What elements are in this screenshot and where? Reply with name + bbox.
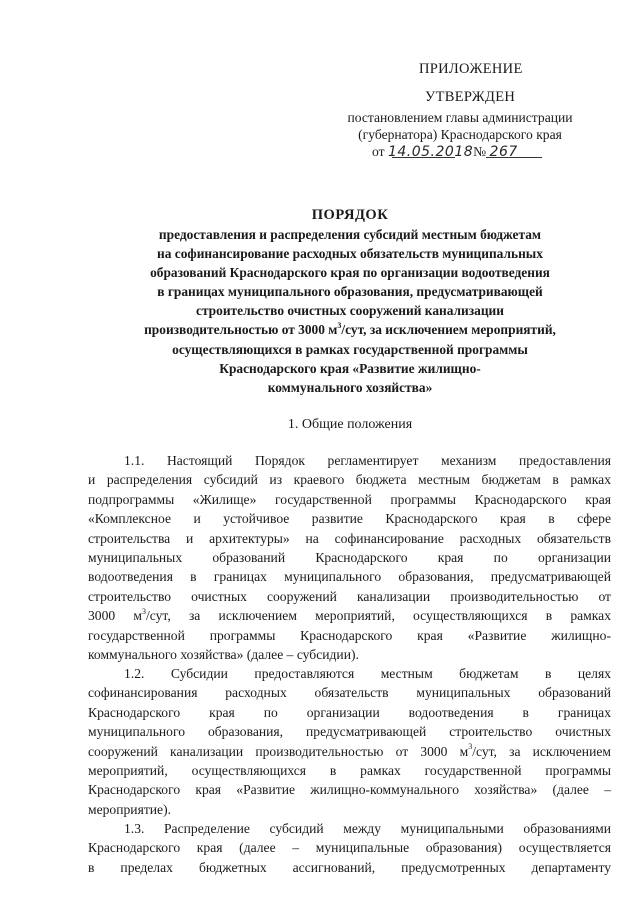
subtitle-line: осуществляющихся в рамках государственной программы bbox=[172, 341, 528, 357]
subtitle-line: строительство очистных сооружений канализации bbox=[196, 303, 504, 319]
paragraph-1-1: 1.1. Настоящий Порядок регламентирует механизм предоставления и распределения субсидий из краевого бюджета местным бюджетам в рамках подпрограммы «Жилище» государственной программы Краснодарского края «Комплексное и устойчивое развитие Краснодарского края в сфере строительства и архитектуры» на софинансирование расходных обязательств муниципальных образований Краснодарского края по организации водоотведения в границах муниципального образования, предусматривающей строительство очистных сооружений канализации производительностью от 3000 $м^3$/сут, за исключением мероприятий, осуществляющихся в рамках государственной программы Краснодарского края «Развитие жилищно- коммунального хозяйства» (далее – субсидии). bbox=[88, 453, 611, 663]
date-prefix: от bbox=[372, 144, 385, 159]
number-sign: № bbox=[473, 144, 487, 159]
number-underline bbox=[486, 157, 542, 158]
handwritten-date: 14.05.2018 bbox=[387, 144, 474, 160]
document-subtitle bbox=[60, 225, 640, 397]
subtitle-line: коммунального хозяйства» bbox=[267, 379, 433, 395]
subtitle-line: образований Краснодарского края по организации водоотведения bbox=[150, 265, 550, 281]
handwritten-number: 267 bbox=[489, 144, 518, 160]
paragraph-1-2: 1.2. Субсидии предоставляются местным бюджетам в целях софинансирования расходных обязательств муниципальных образований Краснодарского края по организации водоотведения в границах муниципального образования, предусматривающей строительство очистных сооружений канализации производительностью от 3000 $м^3$/сут, за исключением мероприятий, осуществляющихся в рамках государственной программы Краснодарского края «Развитие жилищно-коммунального хозяйства» (далее – мероприятие). bbox=[88, 666, 611, 817]
subtitle-line: на софинансирование расходных обязательств муниципальных bbox=[157, 246, 543, 262]
subtitle-line: Краснодарского края «Развитие жилищно- bbox=[219, 360, 481, 376]
subtitle-line: в границах муниципального образования, предусматривающей bbox=[157, 284, 543, 300]
section-heading: 1. Общие положения bbox=[287, 417, 413, 432]
approved-by-line-1: постановлением главы администрации bbox=[347, 110, 573, 125]
approved-label: УТВЕРЖДЕН bbox=[425, 89, 516, 105]
appendix-label: ПРИЛОЖЕНИЕ bbox=[419, 61, 523, 77]
subtitle-line: производительностью от 3000 $м^3$/сут, за исключением мероприятий, bbox=[144, 321, 556, 338]
date-underline bbox=[392, 157, 455, 158]
paragraph-1-3: 1.3. Распределение субсидий между муниципальными образованиями Краснодарского края (далее – муниципальные образования) осуществляется в пределах бюджетных ассигнований, предусмотренных департаменту bbox=[88, 821, 611, 875]
document-title: ПОРЯДОК bbox=[311, 207, 389, 223]
subtitle-line: предоставления и распределения субсидий местным бюджетам bbox=[158, 227, 542, 242]
approved-by-line-2: (губернатора) Краснодарского края bbox=[358, 127, 562, 142]
